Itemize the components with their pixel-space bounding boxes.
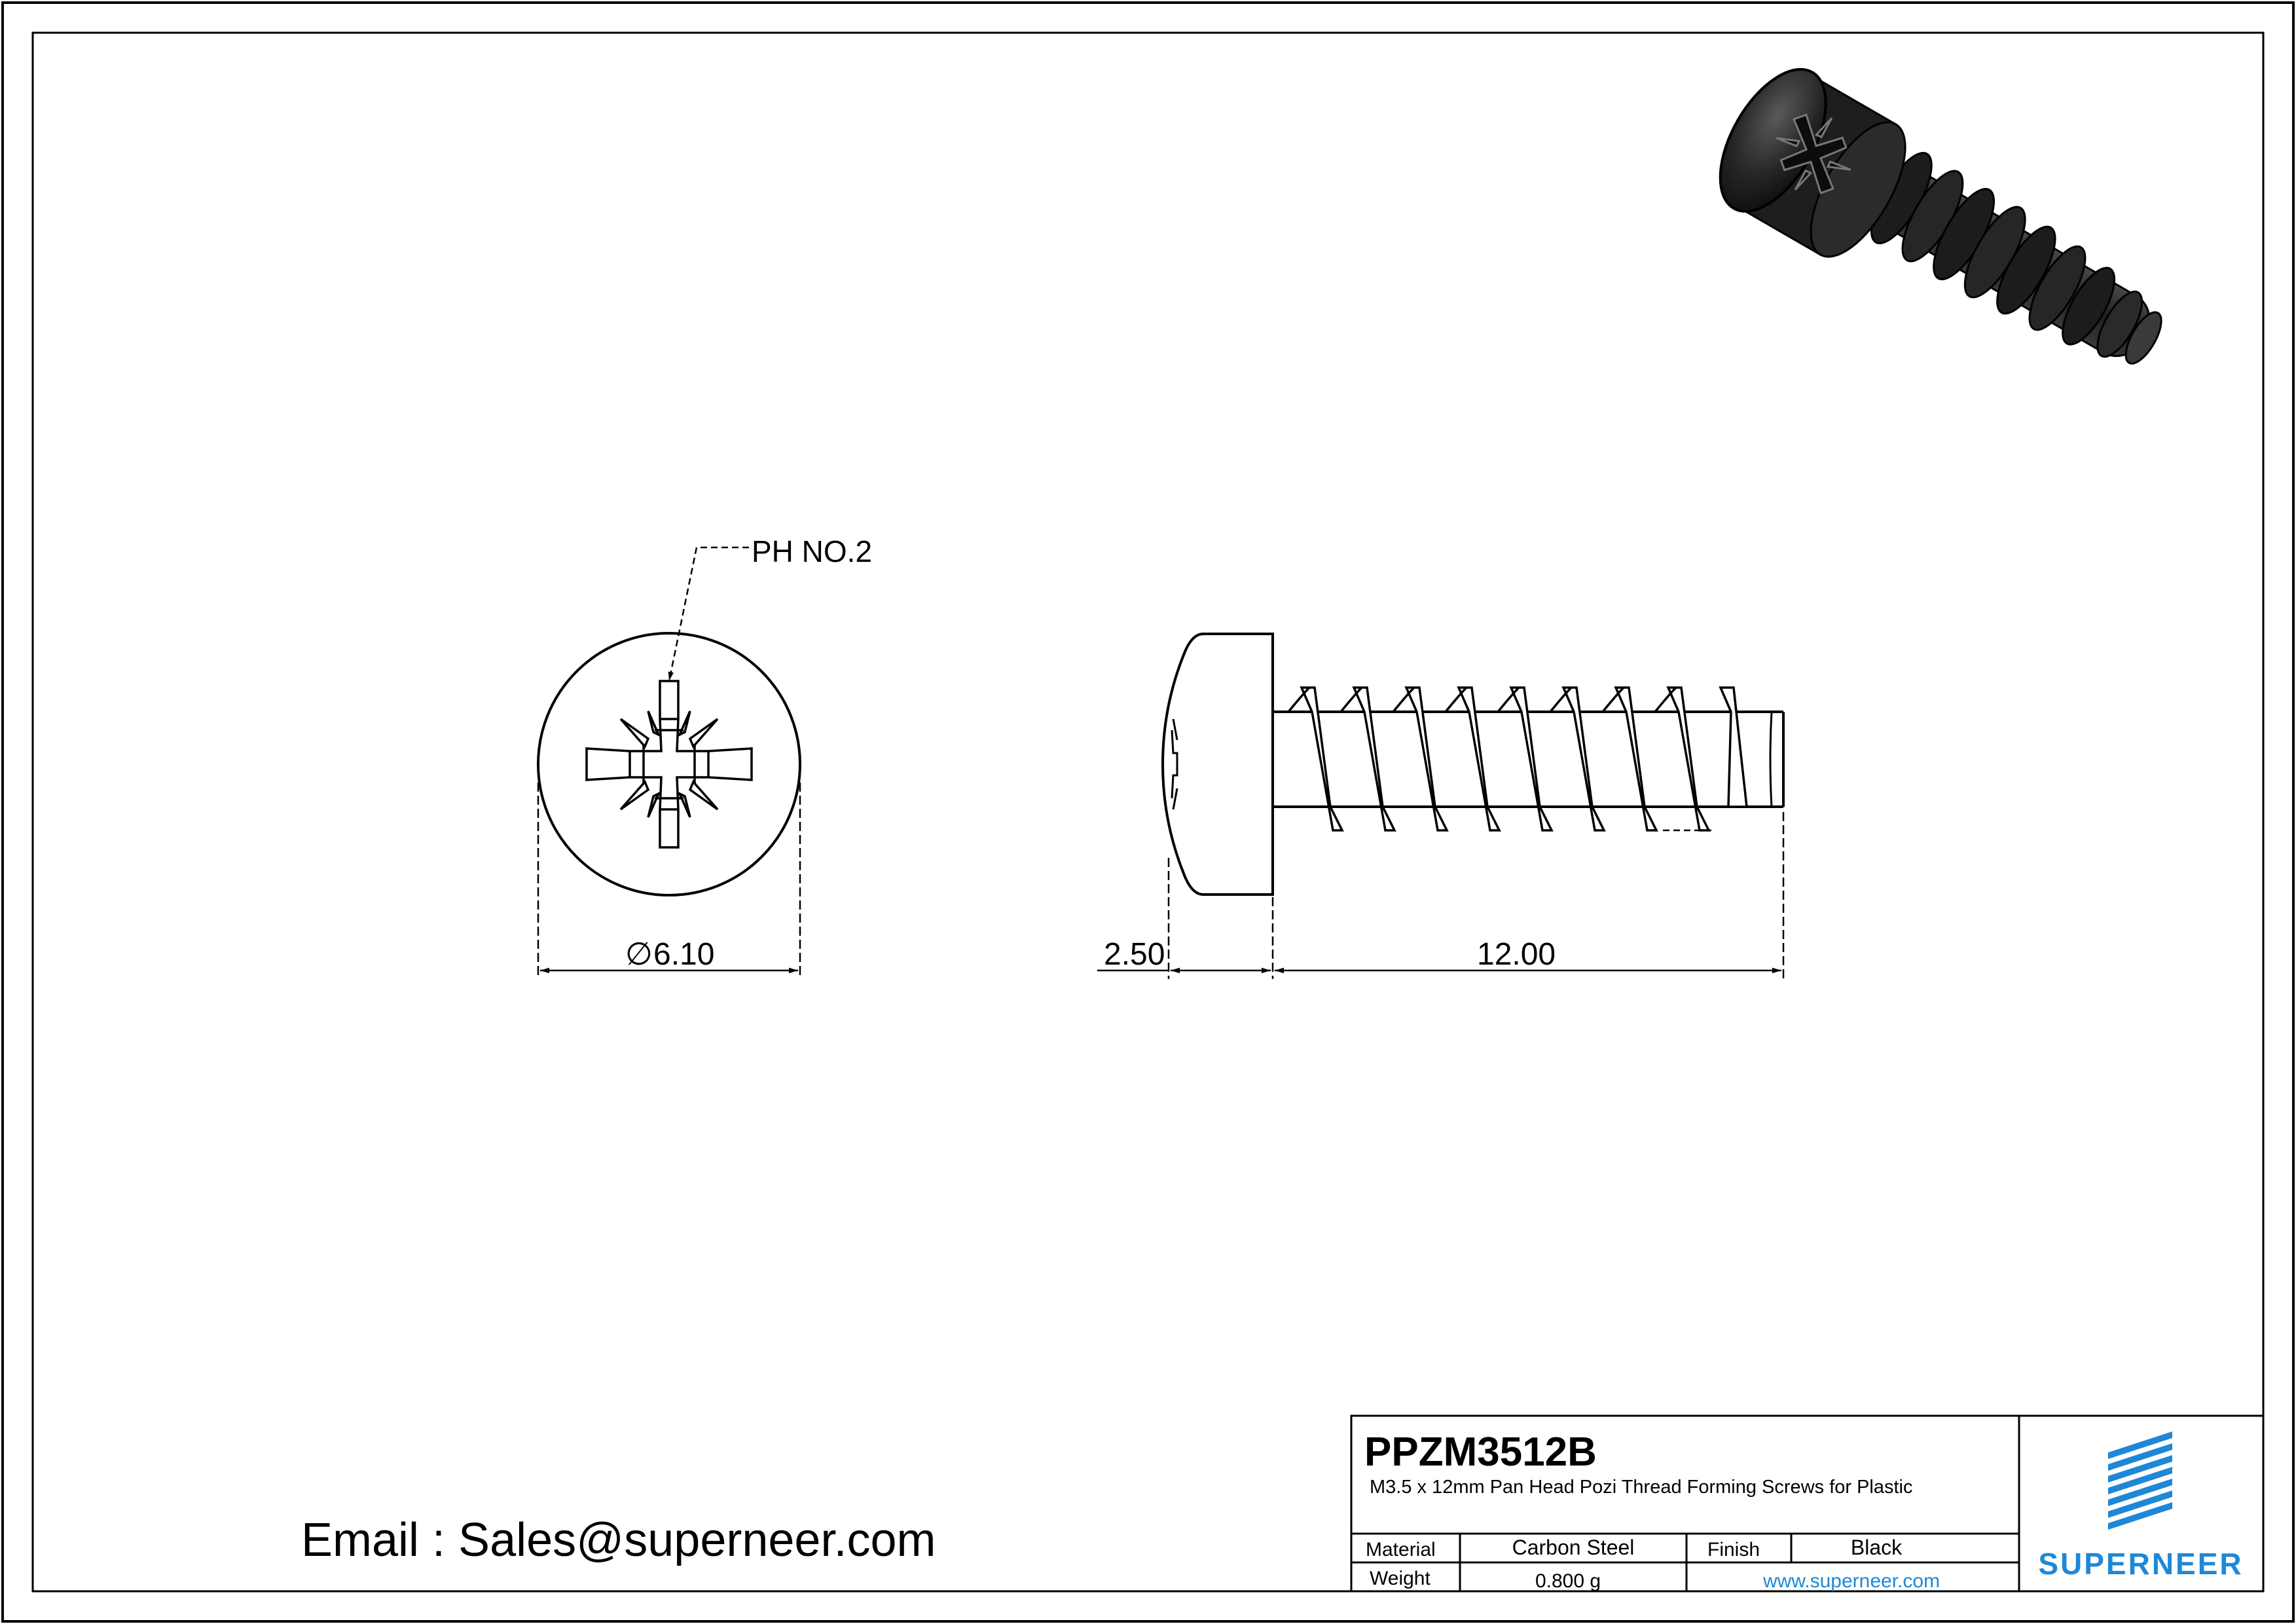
diameter-value: 6.10 [653, 937, 715, 972]
drive-callout-label: PH NO.2 [752, 534, 873, 568]
head-top-view [538, 633, 800, 895]
brand-name: SUPERNEER [2038, 1547, 2244, 1581]
material-value: Carbon Steel [1512, 1536, 1635, 1559]
head-diameter-dimension [538, 783, 800, 979]
pozi-recess [587, 681, 752, 847]
material-label: Material [1366, 1539, 1436, 1560]
finish-label: Finish [1707, 1539, 1760, 1560]
contact-email: Email : Sales@superneer.com [301, 1514, 936, 1566]
screw-side-view [1163, 634, 1783, 895]
title-block [1351, 1416, 2263, 1592]
drive-callout [669, 534, 872, 681]
length-value: 12.00 [1477, 937, 1556, 972]
part-number: PPZM3512B [1364, 1430, 1597, 1475]
diameter-symbol: ∅ [625, 937, 653, 972]
screw-3d-render [1699, 52, 2179, 388]
head-height-value: 2.50 [1104, 937, 1165, 972]
website-link: www.superneer.com [1762, 1570, 1941, 1592]
finish-value: Black [1850, 1536, 1903, 1559]
superneer-logo-icon [2108, 1431, 2172, 1530]
part-description: M3.5 x 12mm Pan Head Pozi Thread Forming Screws for Plastic [1370, 1477, 1913, 1498]
weight-label: Weight [1370, 1568, 1430, 1589]
weight-value: 0.800 g [1535, 1570, 1601, 1592]
inner-border [33, 33, 2263, 1591]
